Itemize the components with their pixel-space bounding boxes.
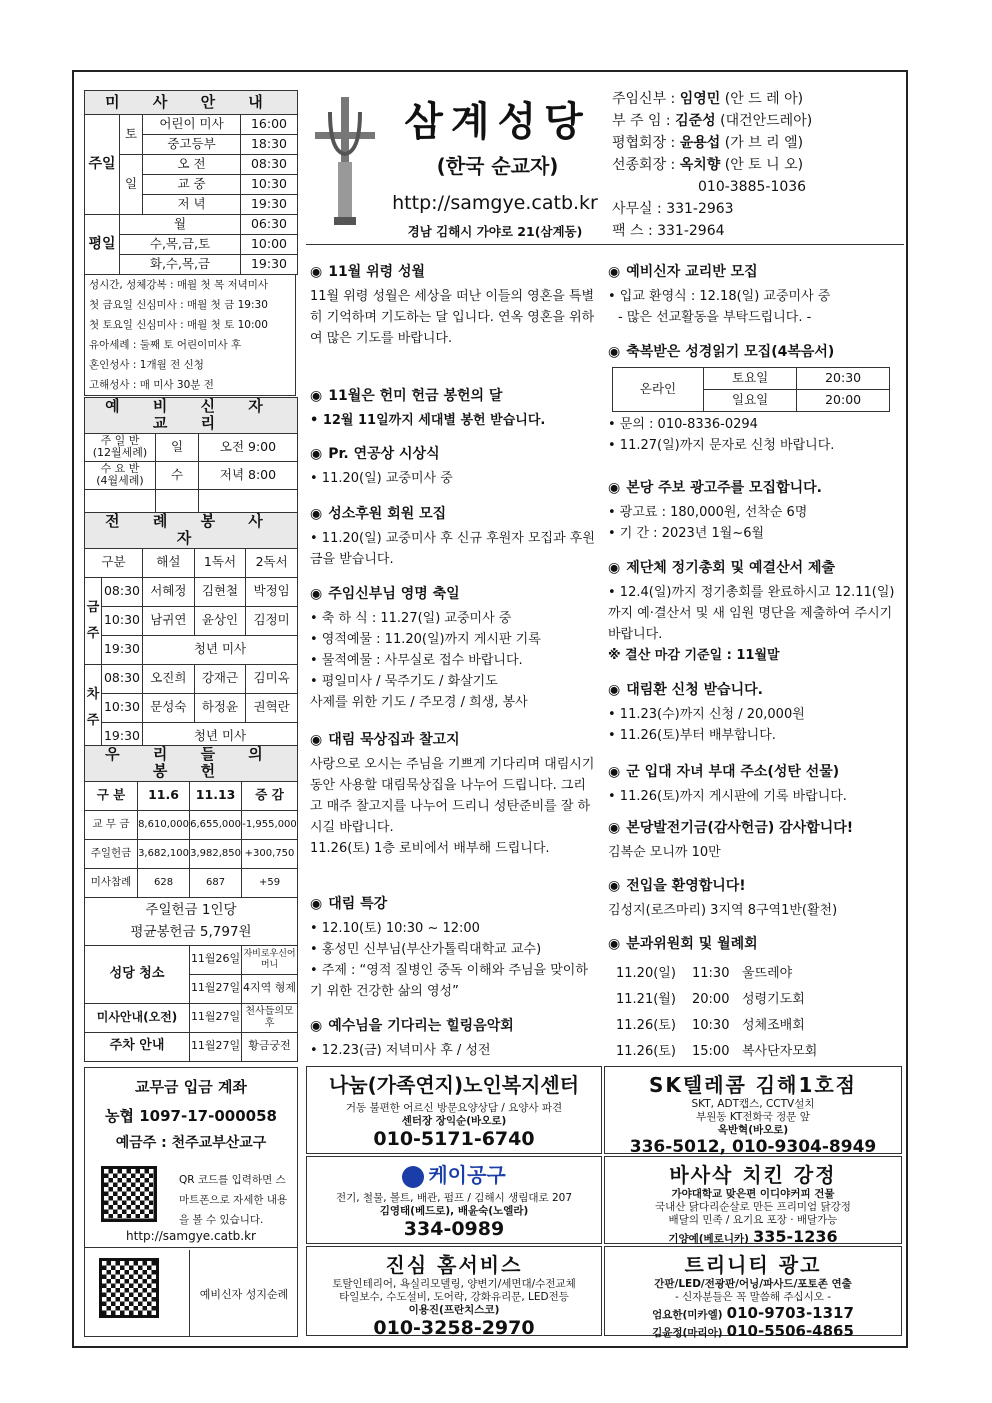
- notice-body: - 많은 선교활동을 부탁드립니다. -: [618, 310, 812, 325]
- church-address: 경남 김해시 가야로 21(삼계동): [407, 224, 583, 239]
- offering-header: 증 감: [242, 781, 298, 810]
- notice-catechumen: [608, 262, 900, 328]
- church-logo: [310, 92, 380, 232]
- bullet-icon: ◉: [608, 764, 621, 780]
- bullet-icon: ◉: [310, 732, 323, 748]
- liturgy-title: 전 례 봉 사 자: [85, 513, 298, 549]
- cleaning-who: 자비로우신어머니: [242, 945, 298, 974]
- notice-title: 분과위원회 및 월례회: [626, 936, 758, 952]
- notice-body: • 12.4(일)까지 정기총회를 완료하시고 12.11(일)까지 예·결산서 및 새 임원 명단을 제출하여 주시기 바랍니다.: [608, 585, 895, 642]
- liturgy-name: 강재근: [194, 664, 246, 693]
- meeting-row: 11.26(토) 15:00 복사단자모회: [616, 1044, 818, 1059]
- office-phone: 사무실 : 331-2963: [612, 201, 734, 217]
- ad-phone: 010-3258-2970: [373, 1317, 535, 1339]
- liturgy-name: 김정미: [246, 606, 298, 635]
- mass-table: [84, 90, 298, 275]
- notice-body: • 평일미사 / 묵주기도 / 화살기도: [310, 674, 498, 689]
- bullet-icon: ◉: [310, 1018, 323, 1034]
- liturgy-time: 19:30: [102, 722, 143, 751]
- liturgy-name: 서혜정: [143, 577, 195, 606]
- mass-note: 고해성사 : 매 미사 30분 전: [89, 379, 214, 391]
- class-sub: (4월세례): [96, 474, 144, 487]
- liturgy-time: 10:30: [102, 606, 143, 635]
- ad-name: 나눔(가족연지)노인복지센터: [328, 1073, 580, 1097]
- ad-desc: 간판/LED/전광판/어닝/파사드/포토존 연출: [654, 1278, 852, 1290]
- kei-logo-icon: [402, 1166, 424, 1188]
- mass-time: 19:30: [241, 255, 298, 275]
- offering-value: +300,750: [242, 839, 298, 868]
- liturgy-name: 김미옥: [246, 664, 298, 693]
- bullet-icon: ◉: [310, 896, 323, 912]
- ad-name-row: [307, 1159, 601, 1188]
- notice-body: 사제를 위한 기도 / 주모경 / 희생, 봉사: [310, 695, 528, 710]
- notice-body: 11월 위령 성월은 세상을 떠난 이들의 영혼을 특별히 기억하며 기도하는 달 입니다. 연옥 영혼을 위하여 많은 기도를 바랍니다.: [310, 289, 595, 346]
- sat-label: 토: [120, 115, 143, 155]
- bullet-icon: ◉: [608, 936, 621, 952]
- account-number: 농협 1097-17-000058: [105, 1107, 277, 1125]
- notice-award: [310, 444, 598, 489]
- ad-desc: 배달의 민족 / 요기요 포장 · 배달가능: [668, 1214, 838, 1226]
- ad-desc: 가야대학교 맞은편 이디야커피 건물: [671, 1188, 835, 1200]
- avg-value: 평균봉헌금 5,797원: [130, 924, 252, 940]
- mass-name: 화,수,목,금: [120, 255, 241, 275]
- bullet-icon: ◉: [608, 820, 621, 836]
- offering-value: 6,655,000: [190, 810, 242, 839]
- offering-value: 8,610,000: [138, 810, 190, 839]
- ad-contact-row: [605, 1304, 901, 1322]
- this-week-label: 금주: [85, 577, 102, 664]
- bullet-icon: ◉: [310, 388, 323, 404]
- liturgy-name: 문성숙: [143, 693, 195, 722]
- bible-day: 일요일: [704, 390, 797, 412]
- liturgy-table: [84, 512, 298, 752]
- ad-phone: 334-0989: [403, 1218, 505, 1240]
- mass-time: 19:30: [241, 195, 298, 215]
- staff-row: 선종회장 : 옥치향 (안 토 니 오): [612, 157, 804, 173]
- ad-person: 김윤정(마리아): [652, 1327, 723, 1339]
- bullet-icon: ◉: [310, 264, 323, 280]
- class-name: 주 일 반: [100, 434, 140, 447]
- mass-name: 교 중: [143, 175, 241, 195]
- class-day: 수: [156, 461, 199, 489]
- notice-title: 대림환 신청 받습니다.: [626, 682, 764, 698]
- account-box: [84, 1067, 298, 1337]
- class-name: 수 요 반: [100, 462, 140, 475]
- notice-body: • 12월 11일까지 세대별 봉헌 받습니다.: [310, 413, 546, 428]
- ad-desc: - 신자분들은 꼭 말씀해 주십시오 -: [674, 1291, 832, 1303]
- qr-code[interactable]: [101, 1166, 157, 1222]
- next-week-label: 차주: [85, 664, 102, 751]
- notice-lecture: [310, 894, 598, 1002]
- notice-title: 주임신부님 영명 축일: [328, 586, 460, 602]
- ad-contact-row: [605, 1322, 901, 1340]
- mass-time: 16:00: [241, 115, 298, 135]
- ad-desc: 타일보수, 수도설비, 도어락, 강화유리문, LED전등: [339, 1291, 569, 1303]
- offering-row-name: 주일헌금: [85, 839, 138, 868]
- notice-title: 성소후원 회원 모집: [328, 506, 447, 522]
- ad-desc: 부원동 KT전화국 정문 앞: [696, 1111, 810, 1123]
- notice-advertisers: [608, 478, 900, 544]
- liturgy-name: 권혁란: [246, 693, 298, 722]
- ad-name: SK텔레콤 김해1호점: [648, 1073, 858, 1097]
- liturgy-name: 하정윤: [194, 693, 246, 722]
- ad-phone: 335-1236: [753, 1227, 838, 1246]
- notice-title: 대림 묵상집과 찰고지: [328, 732, 460, 748]
- class-time: 저녁 8:00: [199, 461, 298, 489]
- notice-title: 전입을 환영합니다!: [626, 878, 746, 894]
- notice-title: 군 입대 자녀 부대 주소(성탄 선물): [626, 764, 840, 780]
- bible-time: 20:30: [797, 368, 890, 390]
- bullet-icon: ◉: [310, 446, 323, 462]
- pilgrimage-qr[interactable]: [99, 1258, 159, 1318]
- notice-advent-book: [310, 730, 598, 859]
- youth-mass-label: 청년 미사: [143, 635, 298, 664]
- bullet-icon: ◉: [608, 480, 621, 496]
- bullet-icon: ◉: [310, 586, 323, 602]
- mass-name: 월: [120, 215, 241, 235]
- bullet-icon: ◉: [608, 560, 621, 576]
- qr-text: QR 코드를 입력하면 스마트폰으로 자세한 내용을 볼 수 있습니다.: [179, 1174, 288, 1226]
- ad-phone: 010-5171-6740: [373, 1128, 535, 1150]
- ad-name: 바사삭 치킨 강정: [669, 1163, 837, 1187]
- ad-name: 케이공구: [428, 1163, 506, 1187]
- liturgy-time: 08:30: [102, 577, 143, 606]
- mass-name: 저 녁: [143, 195, 241, 215]
- notice-body: • 11.20(일) 교중미사 중: [310, 471, 453, 486]
- notice-army: [608, 762, 900, 807]
- notice-concert: [310, 1016, 598, 1061]
- liturgy-header: 해설: [143, 548, 195, 577]
- notice-body: 사랑으로 오시는 주님을 기쁘게 기다리며 대림시기 동안 사용할 대림묵상집을 나누어 드립니다. 그리고 매주 찰고지를 나누어 드리니 성탄준비를 잘 하시길 바랍니다.: [310, 757, 595, 835]
- liturgy-name: 윤상인: [194, 606, 246, 635]
- notice-body: • 11.27(일)까지 문자로 신청 바랍니다.: [608, 438, 835, 453]
- liturgy-header: 2독서: [246, 548, 298, 577]
- notice-title: Pr. 연공상 시상식: [328, 446, 440, 462]
- notice-body: 김성지(로즈마리) 3지역 8구역1반(활천): [608, 903, 838, 918]
- ad-phone: 336-5012, 010-9304-8949: [629, 1137, 877, 1157]
- sunday-label: 주일: [85, 115, 120, 215]
- ad-desc: 국내산 닭다리순살로 만든 프리미엄 닭강정: [655, 1201, 851, 1213]
- offering-value: 3,982,850: [190, 839, 242, 868]
- notice-meetings: [608, 934, 900, 1065]
- header-divider: [306, 244, 904, 245]
- account-title: 교무금 입금 계좌: [135, 1078, 247, 1096]
- offering-header: 구 분: [85, 781, 138, 810]
- ad-desc: 거동 불편한 어르신 방문요양상담 / 요양사 파견: [345, 1102, 563, 1114]
- ad-name: 진심 홈서비스: [385, 1253, 523, 1277]
- notice-bible: [608, 342, 900, 456]
- church-title: 삼계성당: [404, 99, 591, 145]
- notice-body: • 문의 : 010-8336-0294: [608, 417, 758, 432]
- offering-table: [84, 745, 298, 1062]
- ad-person: 센터장 장익순(바오로): [401, 1115, 507, 1127]
- bible-online: 온라인: [613, 368, 704, 412]
- ad-person: 이용진(프란치스코): [408, 1304, 500, 1316]
- notice-title: 본당발전기금(감사헌금) 감사합니다!: [626, 820, 854, 836]
- class-sub: (12월세례): [92, 446, 148, 459]
- parking-who: 황금궁전: [242, 1032, 298, 1061]
- notice-body: • 12.10(토) 10:30 ~ 12:00: [310, 921, 480, 936]
- mass-name: 어린이 미사: [143, 115, 241, 135]
- notice-body: 김복순 모니까 10만: [608, 845, 721, 860]
- notice-body: • 영적예물 : 11.20(일)까지 게시판 기록: [310, 632, 541, 647]
- notice-wreath: [608, 680, 900, 746]
- notice-welcome: [608, 876, 900, 921]
- notice-feast: [310, 584, 598, 713]
- ad-desc: 전기, 철물, 볼트, 배관, 펌프 / 김해시 생림대로 207: [335, 1192, 573, 1204]
- ad-phone: 010-9703-1317: [726, 1304, 854, 1322]
- mass-note: 첫 금요일 신심미사 : 매월 첫 금 19:30: [89, 299, 268, 311]
- ad-chicken[interactable]: [604, 1156, 902, 1244]
- notice-body: ※ 결산 마감 기준일 : 11월말: [608, 648, 780, 663]
- staff-row: 주임신부 : 임영민 (안 드 레 아): [612, 91, 804, 107]
- cleaning-date: 11월27일: [190, 974, 242, 1003]
- staff-phone: 010-3885-1036: [698, 179, 807, 195]
- notice-title: 본당 주보 광고주를 모집합니다.: [626, 480, 822, 496]
- mass-time: 08:30: [241, 155, 298, 175]
- account-url[interactable]: http://samgye.catb.kr: [85, 1229, 297, 1248]
- mass-name: 수,목,금,토: [120, 235, 241, 255]
- guide-who: 천사들의모후: [242, 1003, 298, 1032]
- staff-row: 평협회장 : 윤용섭 (가 브 리 엘): [612, 135, 804, 151]
- liturgy-header: 1독서: [194, 548, 246, 577]
- parking-label: 주차 안내: [85, 1032, 190, 1061]
- notice-title: 예비신자 교리반 모집: [626, 264, 758, 280]
- class-day: 일: [156, 433, 199, 461]
- ad-kei-tools[interactable]: [306, 1156, 602, 1244]
- mass-time: 10:30: [241, 175, 298, 195]
- liturgy-name: 박정임: [246, 577, 298, 606]
- ad-name: 트리니티 광고: [684, 1253, 822, 1277]
- ad-trinity[interactable]: [604, 1246, 902, 1340]
- ad-desc: SKT, ADT캡스, CCTV설치: [691, 1098, 815, 1110]
- notice-thanks: [608, 818, 900, 863]
- liturgy-name: 오진희: [143, 664, 195, 693]
- liturgy-time: 10:30: [102, 693, 143, 722]
- notice-body: • 주제 : “영적 질병인 중독 이해와 주님을 맞이하기 위한 건강한 삶의 영성”: [310, 963, 588, 999]
- ad-phone: 010-5506-4865: [726, 1322, 854, 1340]
- ad-person: 엄요한(미카엘): [652, 1309, 723, 1321]
- meeting-row: 11.26(토) 10:30 성체조배회: [616, 1018, 805, 1033]
- ad-nursing-center[interactable]: [306, 1066, 602, 1154]
- catechumen-title: 예 비 신 자 교 리: [85, 398, 298, 434]
- offering-value: 628: [138, 868, 190, 897]
- bullet-icon: ◉: [608, 682, 621, 698]
- mass-note: 성시간, 성체강복 : 매월 첫 목 저녁미사: [89, 279, 269, 291]
- notice-body: • 11.26(토)부터 배부합니다.: [608, 728, 776, 743]
- mass-title: 미 사 안 내: [85, 91, 298, 115]
- staff-list: [612, 88, 902, 242]
- notice-november: [310, 262, 598, 349]
- ad-person: 김영태(베드로), 배윤숙(노엘라): [379, 1205, 529, 1217]
- qr-divider: [189, 1250, 190, 1337]
- weekday-label: 평일: [85, 215, 120, 275]
- fax-number: 팩 스 : 331-2964: [612, 223, 725, 239]
- mass-time: 06:30: [241, 215, 298, 235]
- sun-label: 일: [120, 155, 143, 215]
- bullet-icon: ◉: [608, 878, 621, 894]
- ad-person: 옥반혁(바오로): [717, 1124, 789, 1136]
- offering-row-name: 교 무 금: [85, 810, 138, 839]
- bullet-icon: ◉: [608, 344, 621, 360]
- staff-row: 부 주 임 : 김준성 (대건안드레아): [612, 113, 813, 129]
- offering-header: 11.6: [138, 781, 190, 810]
- liturgy-time: 19:30: [102, 635, 143, 664]
- mass-time: 18:30: [241, 135, 298, 155]
- bible-table: [612, 367, 890, 412]
- ad-person: 기양예(베로니카): [668, 1233, 749, 1245]
- notice-title: 11월 위령 성월: [328, 264, 426, 280]
- notice-title: 예수님을 기다리는 힐링음악회: [328, 1018, 514, 1034]
- bible-day: 토요일: [704, 368, 797, 390]
- notice-body: • 입교 환영식 : 12.18(일) 교중미사 중: [608, 289, 831, 304]
- liturgy-name: 남귀연: [143, 606, 195, 635]
- parking-date: 11월27일: [190, 1032, 242, 1061]
- notice-body: • 11.20(일) 교중미사 후 신규 후원자 모집과 후원금을 받습니다.: [310, 531, 595, 567]
- cleaning-date: 11월26일: [190, 945, 242, 974]
- catechumen-table: [84, 397, 298, 518]
- mass-time: 10:00: [241, 235, 298, 255]
- guide-date: 11월27일: [190, 1003, 242, 1032]
- notice-vocation: [310, 504, 598, 570]
- youth-mass-label: 청년 미사: [143, 722, 298, 751]
- class-time: 오전 9:00: [199, 433, 298, 461]
- meeting-row: 11.21(월) 20:00 성령기도회: [616, 992, 805, 1007]
- offering-value: 687: [190, 868, 242, 897]
- pilgrimage-label: 예비신자 성지순례: [199, 1288, 289, 1301]
- guide-label: 미사안내(오전): [85, 1003, 190, 1032]
- ad-desc: 토탈인테리어, 욕실리모델링, 양변기/세면대/수전교체: [332, 1278, 576, 1290]
- offering-row-name: 미사참례: [85, 868, 138, 897]
- liturgy-name: 김현철: [194, 577, 246, 606]
- mass-note: 유아세례 : 둘째 토 어린이미사 후: [89, 339, 242, 351]
- offering-value: -1,955,000: [242, 810, 298, 839]
- bible-time: 20:00: [797, 390, 890, 412]
- meeting-row: 11.20(일) 11:30 울뜨레야: [616, 966, 793, 981]
- account-holder: 예금주 : 천주교부산교구: [115, 1135, 267, 1151]
- bullet-icon: ◉: [608, 264, 621, 280]
- notice-body: 11.26(토) 1층 로비에서 배부해 드립니다.: [310, 841, 550, 856]
- notice-title: 제단체 정기총회 및 예결산서 제출: [626, 560, 836, 576]
- offering-value: +59: [242, 868, 298, 897]
- notice-offering-month: [310, 386, 598, 431]
- notice-body: • 물적예물 : 사무실로 접수 바랍니다.: [310, 653, 523, 668]
- ad-sk-telecom[interactable]: [604, 1066, 902, 1157]
- mass-note: 첫 토요일 신심미사 : 매월 첫 토 10:00: [89, 319, 268, 331]
- notice-body: • 광고료 : 180,000원, 선착순 6명: [608, 505, 808, 520]
- notice-title: 대림 특강: [328, 896, 388, 912]
- notice-body: • 11.23(수)까지 신청 / 20,000원: [608, 707, 805, 722]
- notice-council: [608, 558, 900, 666]
- offering-title: 우 리 들 의 봉 헌: [85, 746, 298, 782]
- notice-title: 11월은 헌미 헌금 봉헌의 달: [328, 388, 503, 404]
- mass-notes: [84, 274, 296, 396]
- notice-body: • 기 간 : 2023년 1월~6월: [608, 526, 765, 541]
- notice-body: • 12.23(금) 저녁미사 후 / 성전: [310, 1043, 491, 1058]
- avg-label: 주일헌금 1인당: [145, 902, 237, 918]
- mass-note: 혼인성사 : 1개월 전 신청: [89, 359, 204, 371]
- ad-home-service[interactable]: [306, 1246, 602, 1339]
- notice-body: • 축 하 식 : 11.27(일) 교중미사 중: [310, 611, 512, 626]
- cleaning-who: 4지역 형제: [242, 974, 298, 1003]
- notice-title: 축복받은 성경읽기 모집(4복음서): [626, 344, 835, 360]
- bullet-icon: ◉: [310, 506, 323, 522]
- church-url[interactable]: http://samgye.catb.kr: [392, 192, 598, 214]
- liturgy-header: 구분: [85, 548, 143, 577]
- notice-body: • 홍성민 신부님(부산가톨릭대학교 교수): [310, 942, 542, 957]
- mass-name: 중고등부: [143, 135, 241, 155]
- mass-name: 오 전: [143, 155, 241, 175]
- ad-contact-row: [605, 1227, 901, 1246]
- liturgy-time: 08:30: [102, 664, 143, 693]
- church-subtitle: (한국 순교자): [436, 154, 559, 178]
- offering-value: 3,682,100: [138, 839, 190, 868]
- cleaning-label: 성당 청소: [85, 945, 190, 1003]
- offering-header: 11.13: [190, 781, 242, 810]
- notice-body: • 11.26(토)까지 게시판에 기록 바랍니다.: [608, 789, 847, 804]
